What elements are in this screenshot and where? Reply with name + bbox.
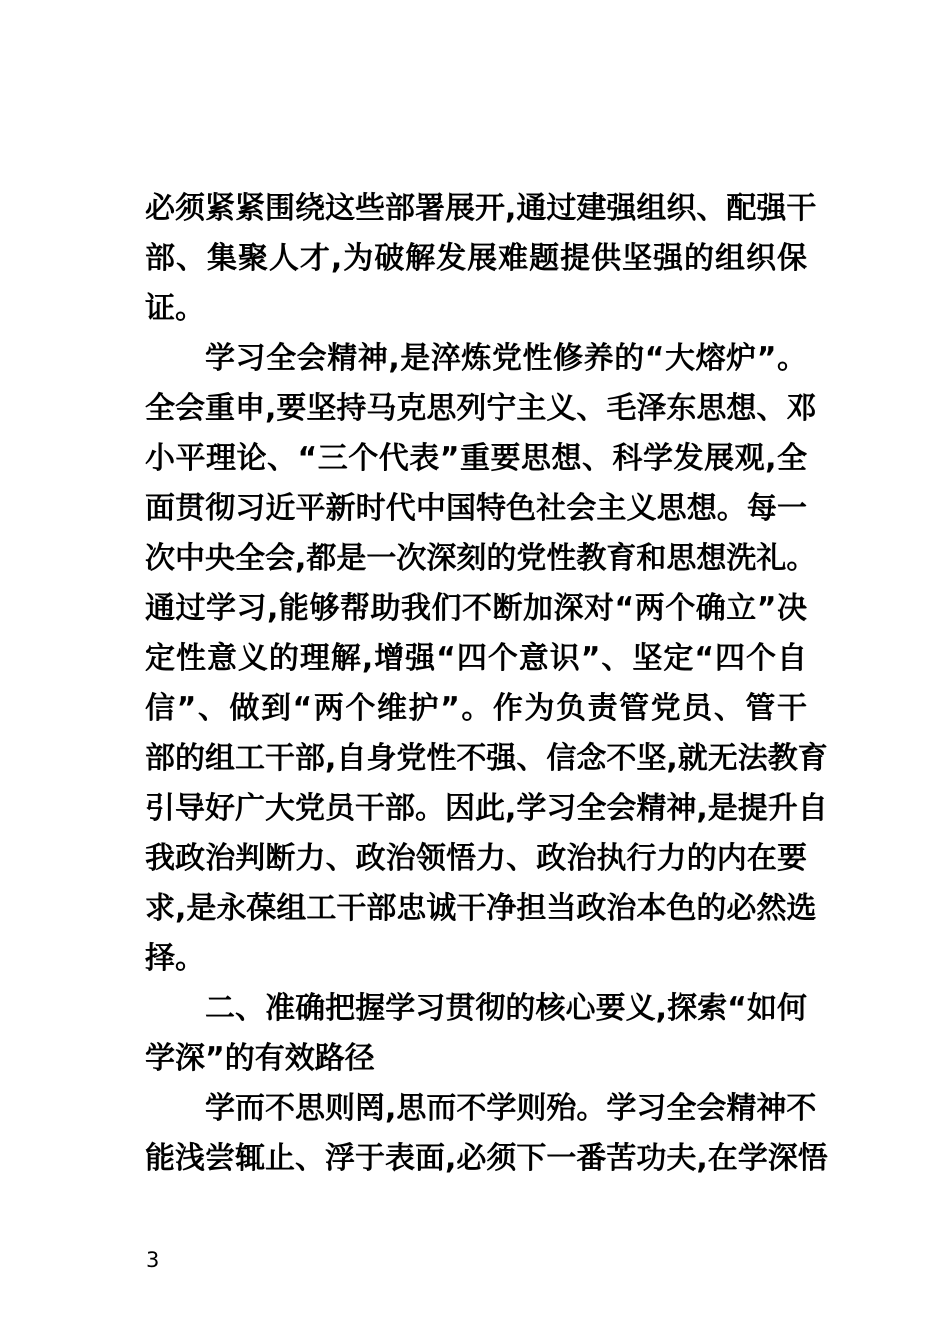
text-line: 信”、做到“两个维护”。作为负责管党员、管干 — [145, 691, 807, 726]
text-line: 引导好广大党员干部。因此,学习全会精神,是提升自 — [145, 791, 828, 826]
text-line: 次中央全会,都是一次深刻的党性教育和思想洗礼。 — [145, 541, 817, 576]
text-line: 择。 — [145, 941, 205, 976]
text-line: 能浅尝辄止、浮于表面,必须下一番苦功夫,在学深悟 — [145, 1141, 828, 1176]
text-line: 求,是永葆组工干部忠诚干净担当政治本色的必然选 — [145, 891, 817, 926]
text-line: 我政治判断力、政治领悟力、政治执行力的内在要 — [145, 841, 807, 876]
page-number: 3 — [146, 1248, 160, 1272]
text-line: 部、集聚人才,为破解发展难题提供坚强的组织保 — [145, 241, 807, 276]
text-line: 定性意义的理解,增强“四个意识”、坚定“四个自 — [145, 641, 807, 676]
text-line: 学习全会精神,是淬炼党性修养的“大熔炉”。 — [205, 341, 807, 376]
document-body — [145, 184, 828, 1184]
text-line: 证。 — [145, 291, 205, 326]
text-line: 学而不思则罔,思而不学则殆。学习全会精神不 — [205, 1091, 817, 1126]
text-line: 必须紧紧围绕这些部署展开,通过建强组织、配强干 — [145, 191, 817, 226]
text-line: 通过学习,能够帮助我们不断加深对“两个确立”决 — [145, 591, 807, 626]
text-line: 学深”的有效路径 — [145, 1041, 375, 1076]
text-line: 部的组工干部,自身党性不强、信念不坚,就无法教育 — [145, 741, 828, 776]
text-line: 二、准确把握学习贯彻的核心要义,探索“如何 — [205, 991, 807, 1026]
text-line: 小平理论、“三个代表”重要思想、科学发展观,全 — [145, 441, 807, 476]
text-line: 全会重申,要坚持马克思列宁主义、毛泽东思想、邓 — [145, 391, 817, 426]
text-line: 面贯彻习近平新时代中国特色社会主义思想。每一 — [145, 491, 807, 526]
